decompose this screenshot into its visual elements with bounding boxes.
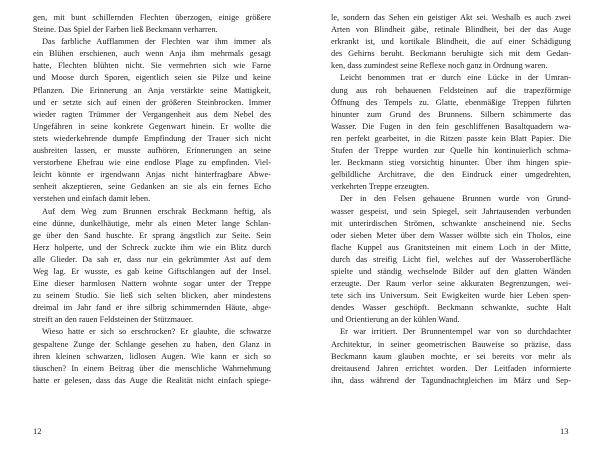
text-line: senheit akzeptieren, seine Gedanken an sie als ein fernes Echo [33,182,271,192]
text-line: dreitausend Jahren errichtet worden. Der Leitfaden informierte [331,363,571,373]
text-line: streift an den rauen Feldsteinen der Stützmauer. [33,315,194,325]
text-line: Auf dem Weg zum Brunnen erschrak Beckmann heftig, als [42,206,271,216]
text-line: erkrankt ist, und kortikale Blindheit, die auf einer Schädigung [331,37,571,47]
text-line: spielte und ständig wechselnde Bilder auf den glatten Wänden [331,266,571,276]
text-line: Leicht benommen trat er durch eine Lücke in der Umran- [340,73,571,83]
text-line: Wieso hatte er sich so erschrocken? Er glaubte, die schwarze [42,327,271,337]
text-line: mit unterirdischen Strömen, schwankte anscheinend nie. Sechs [331,218,571,228]
text-line: Steine. Das Spiel der Farben ließ Beckmann verharren. [33,25,218,35]
text-line: hinunter zum Grund des Brunnens. Silbern schimmerte das [331,109,571,119]
text-line: wieder ragten Trümmer der Vergangenheit aus dem Nebel des [33,109,271,119]
text-line: hatte er gelesen, dass das Auge die Realität nicht einfach spiege- [33,375,271,385]
text-line: gelbildliche Architrave, die den Eindruck einer umgedrehten, [331,170,571,180]
left-page-text [33,12,271,387]
text-line: leicht könnte er irgendwann Anjas nicht hinterfragbare Abwe- [33,170,271,180]
text-line: Herz holperte, und der Schreck zuckte ihm wie ein Blitz durch [33,242,271,252]
text-line: eine dünne, dunkelhäutige, mehr als einen Meter lange Schlan- [33,218,271,228]
text-line: erzeugte. Der Raum verlor seine akkuraten Begrenzungen, wei- [331,279,571,289]
text-line: Arten von Blindheit gäbe, retinale Blindheit, bei der das Auge [331,25,571,35]
text-line: Stufen der Treppe wurden zur Quelle hin kontinuierlich schma- [331,146,571,156]
text-line: durch das streifig Licht fiel, welches auf der Wasseroberfläche [331,254,571,264]
text-line: Ungefähren in seine konkrete Gegenwart hinein. Er wollte die [33,121,271,131]
text-line: Eine dieser harmlosen Nattern wohnte sogar unter der Treppe [33,279,271,289]
right-page [300,0,600,459]
text-line: dung aus roh behauenen Feldsteinen auf die trapezförmige [331,85,571,95]
text-line: tete sich ins Universum. Seit Ewigkeiten wurde hier Leben spen- [331,291,571,301]
text-line: Er war irritiert. Der Brunnentempel war von so durchdachter [340,327,571,337]
text-line: zu seinem Studio. Sie ließ sich selten blicken, aber mindestens [33,291,271,301]
text-line: verstorbene Ehefrau wie eine endlose Plage zu empfinden. Viel- [33,158,271,168]
text-line: ken, dass zumindest seine Reflexe noch ganz in Ordnung waren. [331,61,548,71]
text-line: ausbreiten lassen, er musste aufhören, Erinnerungen an seine [33,146,271,156]
text-line: verstehen und einfach damit leben. [33,194,151,204]
text-line: ler. Beckmann stieg vorsichtig hinunter. Über ihm hingen spie- [331,158,571,168]
text-line: Beckmann kaum glauben mochte, er sei bereits vor mehr als [331,351,571,361]
right-page-number: 13 [560,426,569,436]
text-line: wasser gespeist, und sein Spiegel, seit Jahrtausenden verbunden [331,206,571,216]
text-line: täuschen? In einem Beitrag über die menschliche Wahrnehmung [33,363,271,373]
text-line: alle Glieder. Da sah er, dass nur ein gekrümmter Ast auf dem [33,254,271,264]
text-line: und er setzte sich auf einen der größeren Steinbrocken. Immer [33,97,271,107]
text-line: flache Kuppel aus Granitsteinen mit einem Loch in der Mitte, [331,242,571,252]
text-line: ge über den Sand huschte. Er sprang ängstlich zur Seite. Sein [33,230,271,240]
right-page-text [331,12,571,387]
text-line: dendes Wasser geschöpft. Beckmann schwankte, suchte Halt [331,303,571,313]
left-page-number: 12 [33,426,42,436]
text-line: verkehrten Treppe erzeugten. [331,182,430,192]
text-line: le, sondern das Sehen ein geistiger Akt sei. Weshalb es auch zwei [331,13,571,22]
text-line: dreimal im Jahr fand er ihre silbrig schimmernden Häute, abge- [33,303,271,313]
text-line: des Gehirns beruht. Beckmann beruhigte sich mit dem Gedan- [331,49,571,59]
text-line: Architektur, in seiner geometrischen Bauweise so präzise, dass [331,339,571,349]
text-line: oder sieben Meter über dem Wasser wölbte sich ein Tholos, eine [331,230,571,240]
text-line: gen, mit bunt schillernden Flechten überzogen, einige größere [33,13,271,22]
text-line: gespaltene Zunge der Schlange gesehen zu haben, den Glanz in [33,339,271,349]
text-line: Weg lag. Er wusste, es gab keine Giftschlangen auf der Insel. [33,266,271,276]
text-line: Öffnung des Tempels zu. Glatte, ebenmäßige Treppen führten [331,97,571,107]
text-line: Pflanzen. Die Erinnerung an Anja verstärkte seine Mattigkeit, [33,85,271,95]
text-line: Das farbliche Aufflammen der Flechten war ihm immer als [42,37,271,47]
text-line: ein Blühen erschienen, auch wenn Anja ihm mehrmals gesagt [33,49,271,59]
text-line: stets wiederkehrende dumpfe Empfindung der Trauer sich nicht [33,133,271,143]
text-line: hatte, Flechten blühten nicht. Sie vermehrten sich wie Farne [33,61,271,71]
text-line: ren perfekt gearbeitet, in die Ritzen passte kein Blatt Papier. Die [331,133,571,143]
text-line: Wasser. Die Fugen in den fein geschliffenen Basaltquadern wa- [331,121,571,131]
text-line: und Moose durch Sporen, eigentlich seien sie Pilze und keine [33,73,271,83]
text-line: und Orientierung an der kühlen Wand. [331,315,460,325]
text-line: Der in den Felsen gehauene Brunnen wurde von Grund- [340,194,571,204]
text-line: ihren kleinen schwarzen, lidlosen Augen. Wie kann er sich so [33,351,271,361]
text-line: ihn, dass während der Tagundnachtgleichen im März und Sep- [331,375,571,385]
